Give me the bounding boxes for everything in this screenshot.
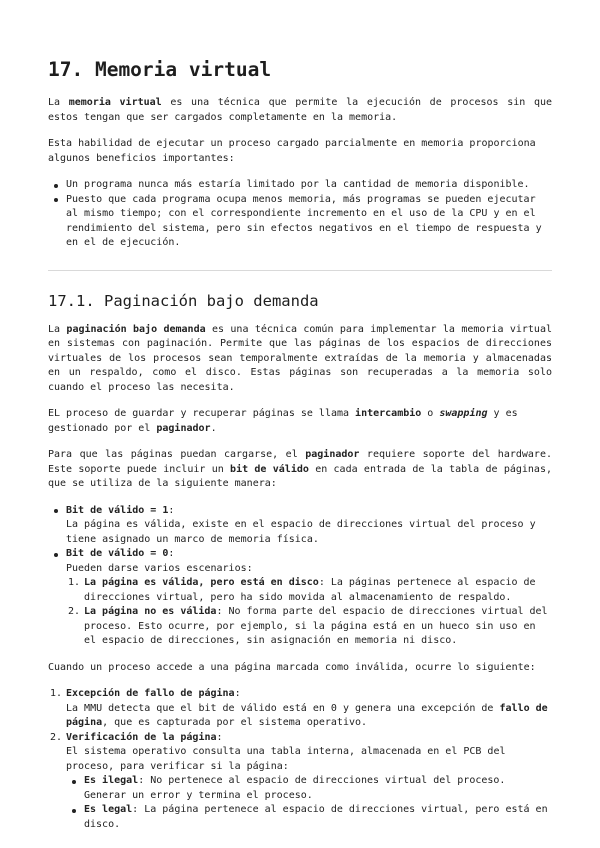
valid-bit-list <box>48 504 552 649</box>
steps-list <box>48 687 552 832</box>
section-paragraph-4: Cuando un proceso accede a una página marcada como inválida, ocurre lo siguiente: <box>48 661 536 673</box>
intro-paragraph-2: Esta habilidad de ejecutar un proceso cargado parcialmente en memoria proporciona algunos beneficios importantes: <box>48 138 536 164</box>
list-item: Es legal: La página pertenece al espacio de direcciones virtual, pero está en disco. <box>66 803 552 832</box>
check-list <box>66 774 552 832</box>
list-item: Es ilegal: No pertenece al espacio de direcciones virtual del proceso. Generar un error y termina el proceso. <box>66 774 552 803</box>
section-heading: 17.1. Paginación bajo demanda <box>48 291 319 310</box>
section-paragraph-2: EL proceso de guardar y recuperar páginas se llama intercambio o swapping y es gestionado por el paginador. <box>48 408 518 434</box>
list-item: Bit de válido = 0: Pueden darse varios escenarios: 1. La página es válida, pero está en disco: La páginas pertenece al espacio de direcciones virtual, pero ha sido movida al almacenamiento de respaldo. 2. La página no es válida: No forma parte del espacio de direcciones virtual del proceso. Esto ocurre, por ejemplo, si la página está en un hueco sin uso en el espacio de direcciones, sin asignación en memoria ni disco. <box>48 547 552 649</box>
intro-paragraph-1: La memoria virtual es una técnica que permite la ejecución de procesos sin que estos tengan que ser cargados completamente en la memoria. <box>48 97 553 123</box>
list-item: 2. Verificación de la página: El sistema operativo consulta una tabla interna, almacenada en el PCB del proceso, para verificar si la página: Es ilegal: No pertenece al espacio de direcciones virtual del proceso. Generar un error y termina el proceso. Es legal: La página pertenece al espacio de direcciones virtual, pero está en disco. <box>48 731 552 833</box>
page-title: 17. Memoria virtual <box>48 58 272 81</box>
list-item: Un programa nunca más estaría limitado por la cantidad de memoria disponible. <box>48 178 552 193</box>
section-paragraph-3: Para que las páginas puedan cargarse, el paginador requiere soporte del hardware. Este soporte puede incluir un bit de válido en cada entrada de la tabla de páginas, que se utiliza de la siguiente manera: <box>48 449 552 489</box>
section-paragraph-1: La paginación bajo demanda es una técnica común para implementar la memoria virtual en sistemas con paginación. Permite que las páginas de los espacios de direcciones virtuales de los procesos sean temporalmente extraídas de la memoria y almacenadas en un respaldo, como el disco. Estas páginas son recuperadas a la memoria solo cuando el proceso las necesita. <box>48 323 552 393</box>
list-item: 1. La página es válida, pero está en disco: La páginas pertenece al espacio de direcciones virtual, pero ha sido movida al almacenamiento de respaldo. <box>68 577 536 603</box>
scenario-list <box>66 576 552 649</box>
list-item: Puesto que cada programa ocupa menos memoria, más programas se pueden ejecutar al mismo tiempo; con el correspondiente incremento en el uso de la CPU y en el rendimiento del sistema, pero sin efectos negativos en el tiempo de respuesta y en el de ejecución. <box>48 193 552 251</box>
list-item: 1. Excepción de fallo de página: La MMU detecta que el bit de válido está en 0 y genera una excepción de fallo de página, que es capturada por el sistema operativo. <box>50 688 548 728</box>
term-paginacion: paginación bajo demanda <box>66 323 206 335</box>
section-divider <box>48 270 552 271</box>
list-item: 2. La página no es válida: No forma parte del espacio de direcciones virtual del proceso. Esto ocurre, por ejemplo, si la página está en un hueco sin uso en el espacio de direcciones, sin asignación en memoria ni disco. <box>68 606 548 646</box>
term-memoria-virtual: memoria virtual <box>68 97 162 108</box>
list-item: Bit de válido = 1: La página es válida, existe en el espacio de direcciones virtual del proceso y tiene asignado un marco de memoria física. <box>48 504 552 548</box>
benefits-list <box>48 178 552 251</box>
